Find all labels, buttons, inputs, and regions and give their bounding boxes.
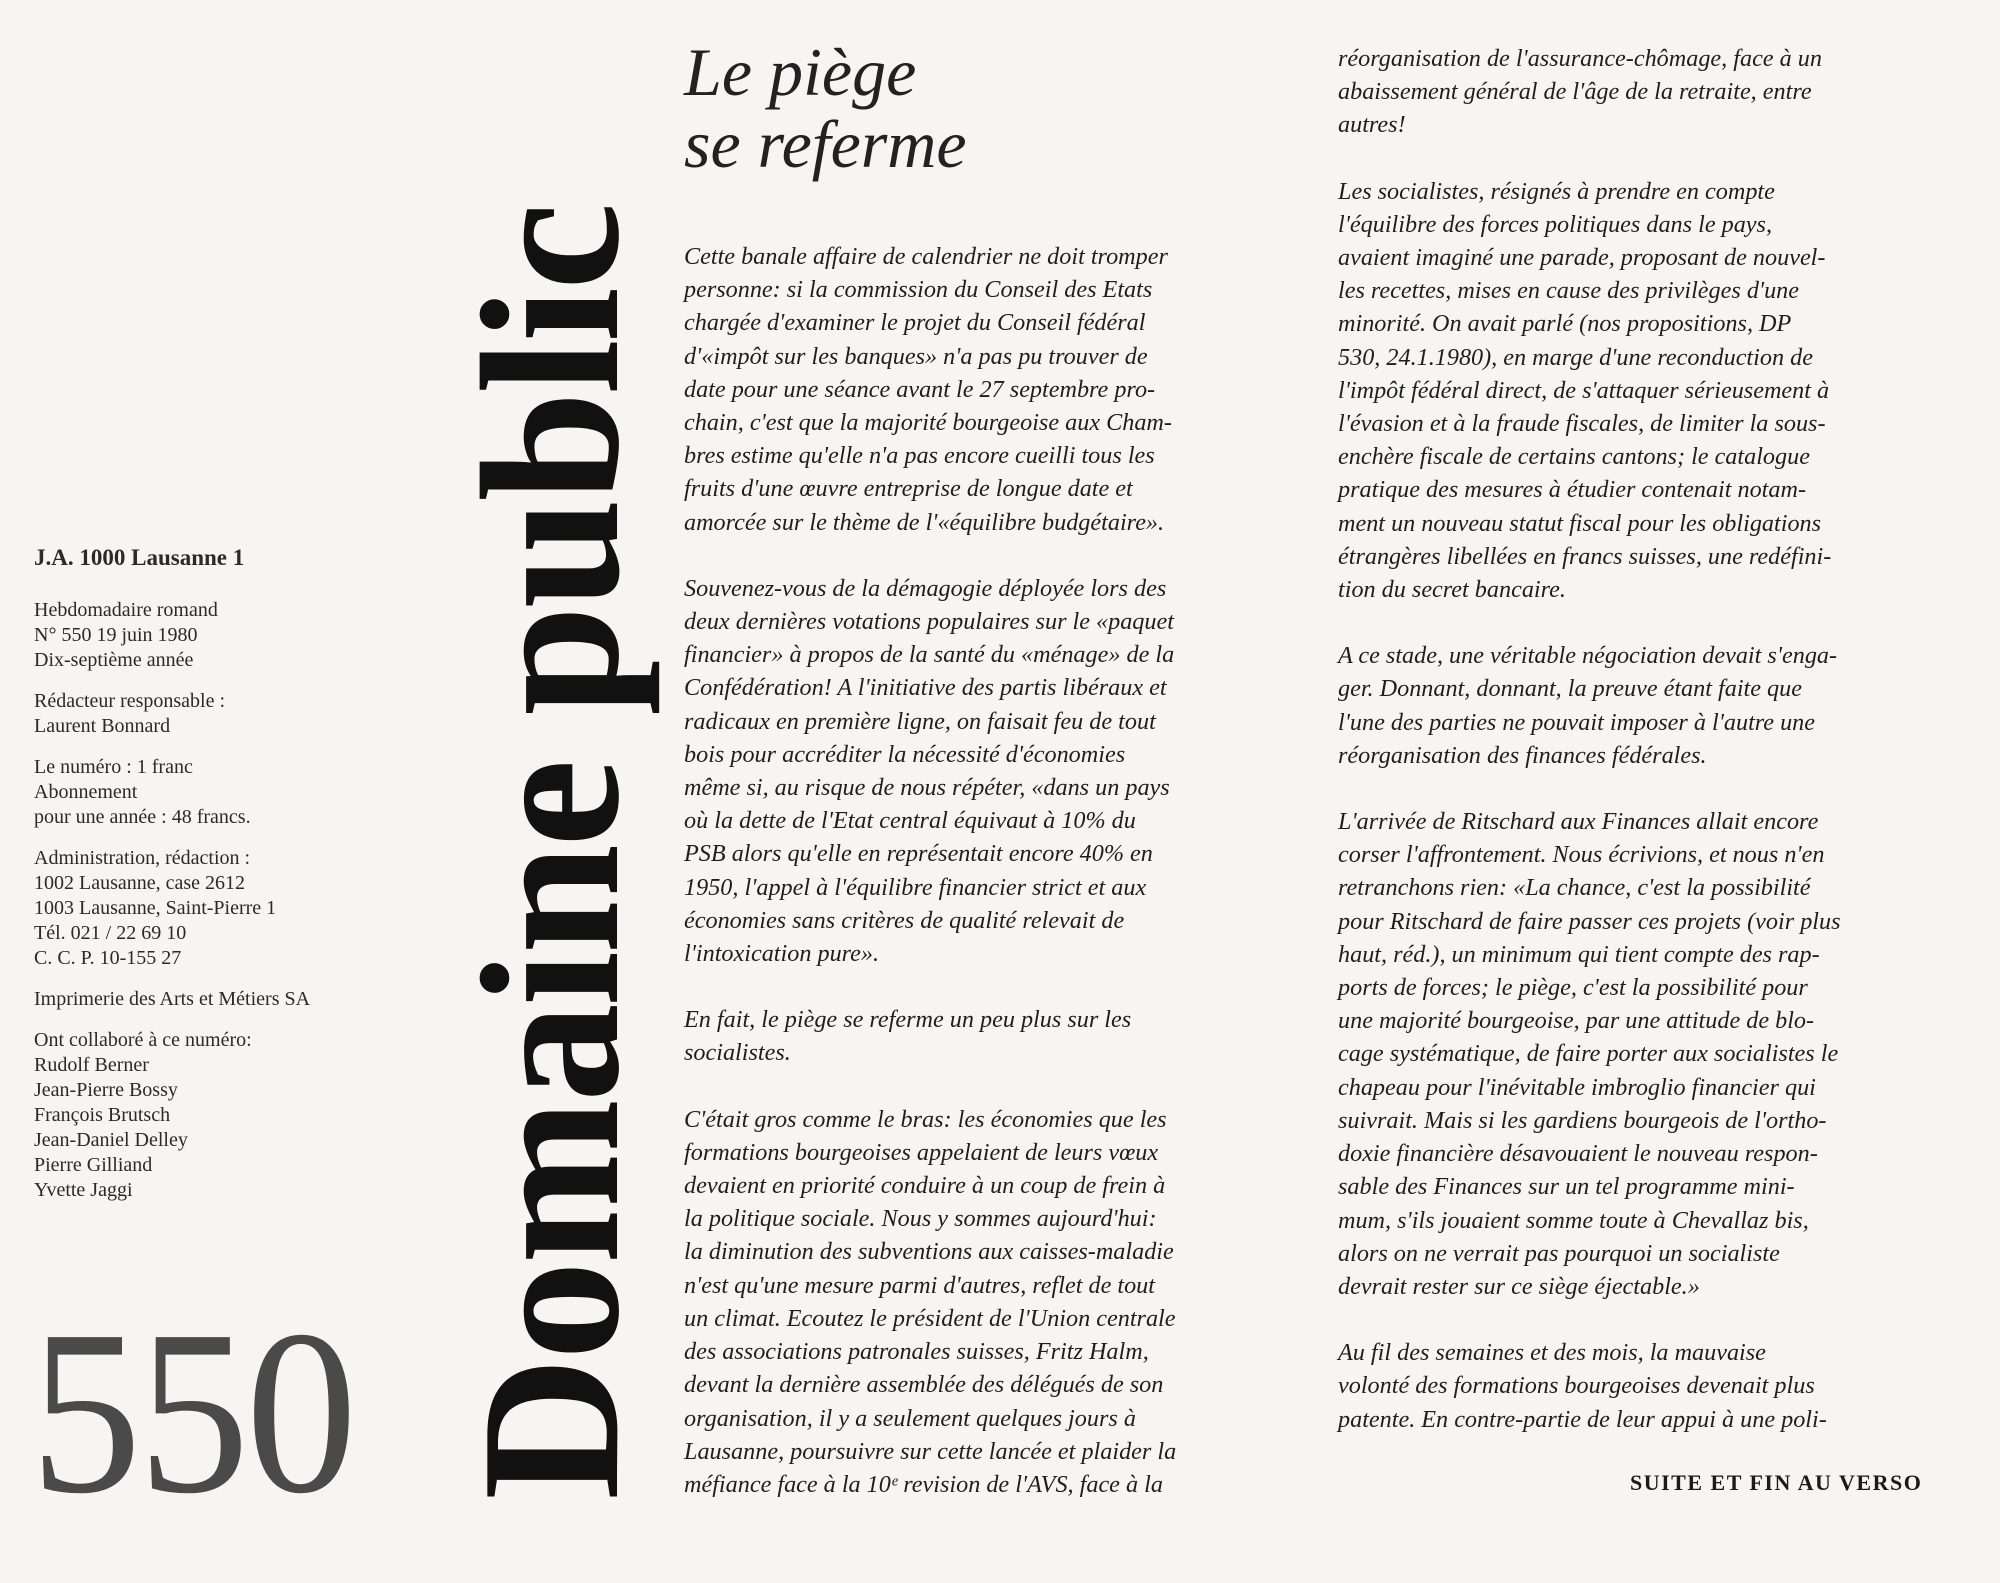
text-line: devrait rester sur ce siège éjectable.» xyxy=(1338,1272,1700,1300)
text-line: suivrait. Mais si les gardiens bourgeois de l'ortho- xyxy=(1338,1106,1827,1134)
masthead-info xyxy=(34,545,454,1219)
text-line: ports de forces; le piège, c'est la possibilité pour xyxy=(1338,974,1808,1002)
text-line: bres estime qu'elle n'a pas encore cueilli tous les xyxy=(684,442,1155,470)
admin-label: Administration, rédaction : xyxy=(34,847,251,869)
text-line: amorcée sur le thème de l'«équilibre budgétaire». xyxy=(684,508,1165,536)
text-line: 530, 24.1.1980), en marge d'une reconduction de xyxy=(1338,343,1813,371)
text-line: date pour une séance avant le 27 septembre pro- xyxy=(684,375,1156,403)
text-line: un climat. Ecoutez le président de l'Union centrale xyxy=(684,1304,1176,1332)
text-line: la politique sociale. Nous y sommes aujourd'hui: xyxy=(684,1205,1157,1233)
phone: Tél. 021 / 22 69 10 xyxy=(34,922,187,944)
publication-details xyxy=(34,598,454,673)
text-line: méfiance face à la 10ᵉ revision de l'AVS, face à la xyxy=(684,1470,1163,1498)
text-line: tion du secret bancaire. xyxy=(1338,576,1566,604)
text-line: bois pour accréditer la nécessité d'économies xyxy=(684,740,1126,768)
article-paragraph xyxy=(1338,1336,1958,1436)
contributor: François Brutsch xyxy=(34,1104,171,1126)
text-line: la diminution des subventions aux caisses-maladie xyxy=(684,1238,1174,1266)
price: Le numéro : 1 franc xyxy=(34,756,193,778)
text-line: autres! xyxy=(1338,111,1406,139)
text-line: l'intoxication pure». xyxy=(684,940,880,968)
price-block xyxy=(34,755,454,830)
postal-account: C. C. P. 10-155 27 xyxy=(34,947,182,969)
editor-name: Laurent Bonnard xyxy=(34,715,171,737)
address-block xyxy=(34,846,454,971)
text-line: deux dernières votations populaires sur le «paquet xyxy=(684,608,1174,636)
text-line: financier» à propos de la santé du «ménage» de la xyxy=(684,641,1175,669)
address-line: 1003 Lausanne, Saint-Pierre 1 xyxy=(34,897,277,919)
text-line: personne: si la commission du Conseil des Etats xyxy=(684,276,1153,304)
printer-block xyxy=(34,987,454,1012)
editor-block xyxy=(34,689,454,739)
contributor: Yvette Jaggi xyxy=(34,1179,133,1201)
contributors-label: Ont collaboré à ce numéro: xyxy=(34,1029,252,1051)
article-column-right xyxy=(1338,42,1958,1469)
text-line: C'était gros comme le bras: les économies que les xyxy=(684,1105,1167,1133)
text-line: étrangères libellées en francs suisses, une redéfini- xyxy=(1338,542,1832,570)
printer: Imprimerie des Arts et Métiers SA xyxy=(34,988,311,1010)
text-line: ger. Donnant, donnant, la preuve étant faite que xyxy=(1338,675,1802,703)
text-line: minorité. On avait parlé (nos propositions, DP xyxy=(1338,310,1792,338)
text-line: organisation, il y a seulement quelques jours à xyxy=(684,1404,1136,1432)
text-line: cage systématique, de faire porter aux socialistes le xyxy=(1338,1040,1839,1068)
article-column-middle xyxy=(684,240,1299,1534)
article-headline xyxy=(684,36,967,180)
subscription-label: Abonnement xyxy=(34,781,138,803)
text-line: une majorité bourgeoise, par une attitude de blo- xyxy=(1338,1007,1815,1035)
text-line: pour Ritschard de faire passer ces projets (voir plus xyxy=(1338,907,1841,935)
text-line: où la dette de l'Etat central équivaut à 10% du xyxy=(684,807,1136,835)
text-line: d'«impôt sur les banques» n'a pas pu trouver de xyxy=(684,342,1148,370)
headline-line: se referme xyxy=(684,106,967,182)
text-line: fruits d'une œuvre entreprise de longue date et xyxy=(684,475,1133,503)
text-line: chain, c'est que la majorité bourgeoise aux Cham- xyxy=(684,409,1172,437)
article-paragraph xyxy=(684,572,1299,970)
text-line: réorganisation des finances fédérales. xyxy=(1338,741,1707,769)
text-line: devant la dernière assemblée des délégués de son xyxy=(684,1371,1164,1399)
text-line: enchère fiscale de certains cantons; le catalogue xyxy=(1338,443,1810,471)
text-line: radicaux en première ligne, on faisait feu de tout xyxy=(684,707,1156,735)
article-paragraph xyxy=(684,1103,1299,1501)
text-line: l'évasion et à la fraude fiscales, de limiter la sous- xyxy=(1338,410,1826,438)
text-line: réorganisation de l'assurance-chômage, face à un xyxy=(1338,45,1822,72)
contributors-block xyxy=(34,1028,454,1203)
text-line: abaissement général de l'âge de la retraite, entre xyxy=(1338,78,1812,106)
text-line: PSB alors qu'elle en représentait encore 40% en xyxy=(684,840,1153,868)
text-line: pratique des mesures à étudier contenait notam- xyxy=(1338,476,1806,504)
text-line: Confédération! A l'initiative des partis libéraux et xyxy=(684,674,1167,702)
text-line: mum, s'ils jouaient somme toute à Chevallaz bis, xyxy=(1338,1206,1809,1234)
text-line: Cette banale affaire de calendrier ne doit tromper xyxy=(684,243,1168,270)
text-line: l'une des parties ne pouvait imposer à l'autre une xyxy=(1338,708,1816,736)
address-line: 1002 Lausanne, case 2612 xyxy=(34,872,246,894)
text-line: ment un nouveau statut fiscal pour les obligations xyxy=(1338,509,1822,537)
text-line: corser l'affrontement. Nous écrivions, et nous n'en xyxy=(1338,841,1825,869)
postal-mark: J.A. 1000 Lausanne 1 xyxy=(34,545,245,570)
contributor: Jean-Daniel Delley xyxy=(34,1129,188,1151)
article-paragraph xyxy=(684,1003,1299,1069)
text-line: devaient en priorité conduire à un coup de frein à xyxy=(684,1172,1166,1200)
contributor: Jean-Pierre Bossy xyxy=(34,1079,178,1101)
text-line: alors on ne verrait pas pourquoi un socialiste xyxy=(1338,1239,1780,1267)
text-line: sable des Finances sur un tel programme mini- xyxy=(1338,1173,1795,1201)
text-line: n'est qu'une mesure parmi d'autres, reflet de tout xyxy=(684,1271,1155,1299)
text-line: l'impôt fédéral direct, de s'attaquer sérieusement à xyxy=(1338,376,1830,404)
text-line: Les socialistes, résignés à prendre en compte xyxy=(1338,177,1775,205)
text-line: chapeau pour l'inévitable imbroglio financier qui xyxy=(1338,1073,1816,1101)
issue-line: N° 550 19 juin 1980 xyxy=(34,624,198,646)
text-line: L'arrivée de Ritschard aux Finances allait encore xyxy=(1338,808,1819,836)
text-line: patente. En contre-partie de leur appui à une poli- xyxy=(1338,1405,1827,1433)
text-line: même si, au risque de nous répéter, «dans un pays xyxy=(684,774,1170,802)
text-line: avaient imaginé une parade, proposant de nouvel- xyxy=(1338,244,1826,272)
issue-number: 550 xyxy=(30,1282,354,1542)
continuation-note: SUITE ET FIN AU VERSO xyxy=(1630,1470,1923,1495)
frequency: Hebdomadaire romand xyxy=(34,599,218,621)
text-line: des associations patronales suisses, Fritz Halm, xyxy=(684,1338,1149,1366)
year-line: Dix-septième année xyxy=(34,649,194,671)
article-paragraph xyxy=(1338,42,1958,142)
text-line: haut, réd.), un minimum qui tient compte des rap- xyxy=(1338,940,1820,968)
text-line: volonté des formations bourgeoises devenait plus xyxy=(1338,1372,1815,1400)
text-line: socialistes. xyxy=(684,1039,791,1067)
text-line: En fait, le piège se referme un peu plus sur les xyxy=(684,1006,1132,1034)
text-line: A ce stade, une véritable négociation devait s'enga- xyxy=(1338,642,1838,670)
text-line: les recettes, mises en cause des privilèges d'une xyxy=(1338,277,1800,305)
text-line: Au fil des semaines et des mois, la mauvaise xyxy=(1338,1339,1766,1367)
article-paragraph xyxy=(1338,639,1958,772)
contributor: Rudolf Berner xyxy=(34,1054,149,1076)
article-paragraph xyxy=(1338,805,1958,1303)
headline-line: Le piège xyxy=(684,34,917,110)
publication-title: Domaine public xyxy=(441,205,660,1500)
text-line: Souvenez-vous de la démagogie déployée lors des xyxy=(684,574,1167,602)
text-line: doxie financière désavouaient le nouveau respon- xyxy=(1338,1140,1818,1168)
text-line: l'équilibre des forces politiques dans le pays, xyxy=(1338,210,1772,238)
text-line: chargée d'examiner le projet du Conseil fédéral xyxy=(684,309,1146,337)
text-line: économies sans critères de qualité relevait de xyxy=(684,906,1125,934)
text-line: formations bourgeoises appelaient de leurs vœux xyxy=(684,1138,1159,1166)
article-paragraph xyxy=(684,240,1299,539)
text-line: Lausanne, poursuivre sur cette lancée et plaider la xyxy=(684,1437,1177,1465)
contributor: Pierre Gilliand xyxy=(34,1154,153,1176)
text-line: retranchons rien: «La chance, c'est la possibilité xyxy=(1338,874,1811,902)
text-line: 1950, l'appel à l'équilibre financier strict et aux xyxy=(684,873,1147,901)
subscription-price: pour une année : 48 francs. xyxy=(34,806,251,828)
editor-label: Rédacteur responsable : xyxy=(34,690,226,712)
article-paragraph xyxy=(1338,175,1958,607)
